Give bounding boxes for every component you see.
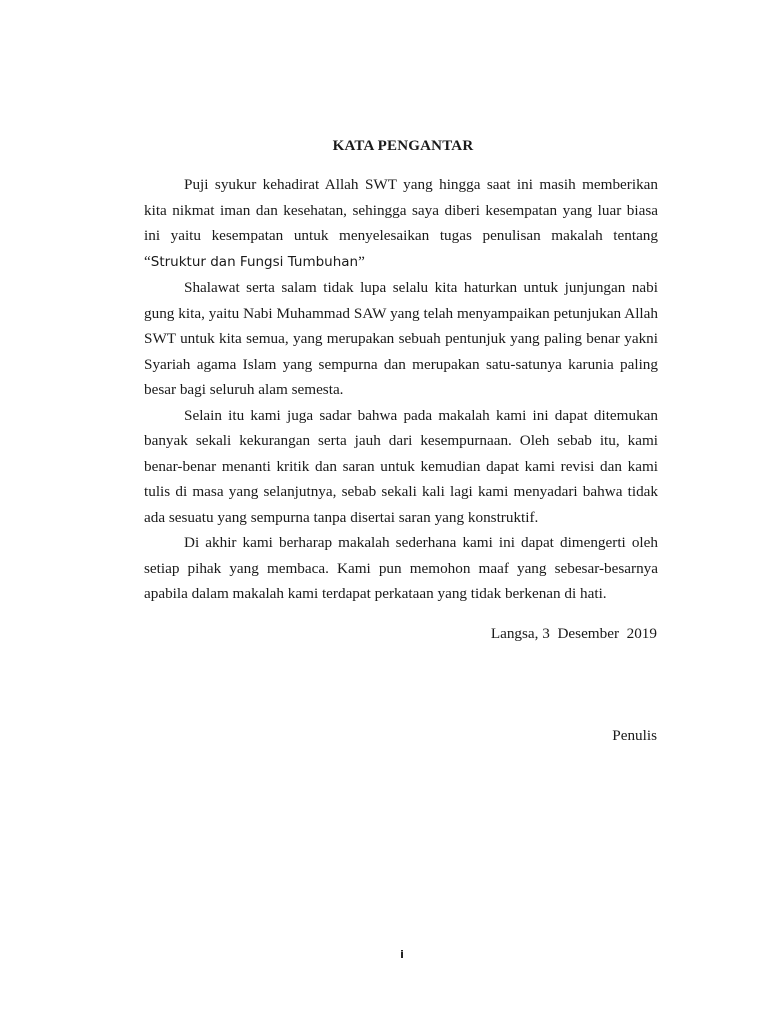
author-signature: Penulis	[612, 727, 657, 744]
paper-title-reference: Struktur dan Fungsi Tumbuhan	[150, 253, 359, 270]
document-body	[144, 172, 658, 607]
close-quote: ”	[358, 252, 365, 270]
paragraph-4: Di akhir kami berharap makalah sederhana kami ini dapat dimengerti oleh setiap pihak yang membaca. Kami pun memohon maaf yang sebesar-besarnya apabila dalam makalah kami terdapat perkataan yang tidak berkenan di hati.	[144, 534, 658, 602]
page-number: i	[400, 948, 404, 961]
paragraph-1-text: Puji syukur kehadirat Allah SWT yang hingga saat ini masih memberikan kita nikmat iman dan kesehatan, sehingga saya diberi kesempatan yang luar biasa ini yaitu kesempatan untuk menyelesaikan tugas penulisan makalah tentang	[144, 176, 658, 244]
paragraph-2: Shalawat serta salam tidak lupa selalu kita haturkan untuk junjungan nabi gung kita, yaitu Nabi Muhammad SAW yang telah menyampaikan petunjukan Allah SWT untuk kita semua, yang merupakan sebuah pentunjuk yang paling benar yakni Syariah agama Islam yang sempurna dan merupakan satu-satunya karunia paling besar bagi seluruh alam semesta.	[144, 279, 658, 398]
page-title: KATA PENGANTAR	[332, 138, 474, 154]
paragraph-3: Selain itu kami juga sadar bahwa pada makalah kami ini dapat ditemukan banyak sekali kekurangan serta jauh dari kesempurnaan. Oleh sebab itu, kami benar-benar menanti kritik dan saran untuk kemudian dapat kami revisi dan kami tulis di masa yang selanjutnya, sebab sekali kali lagi kami menyadari bahwa tidak ada sesuatu yang sempurna tanpa disertai saran yang konstruktif.	[144, 406, 658, 526]
paragraph-1	[144, 172, 658, 275]
place-date: Langsa, 3 Desember 2019	[490, 625, 657, 642]
open-quote: “	[144, 252, 151, 270]
